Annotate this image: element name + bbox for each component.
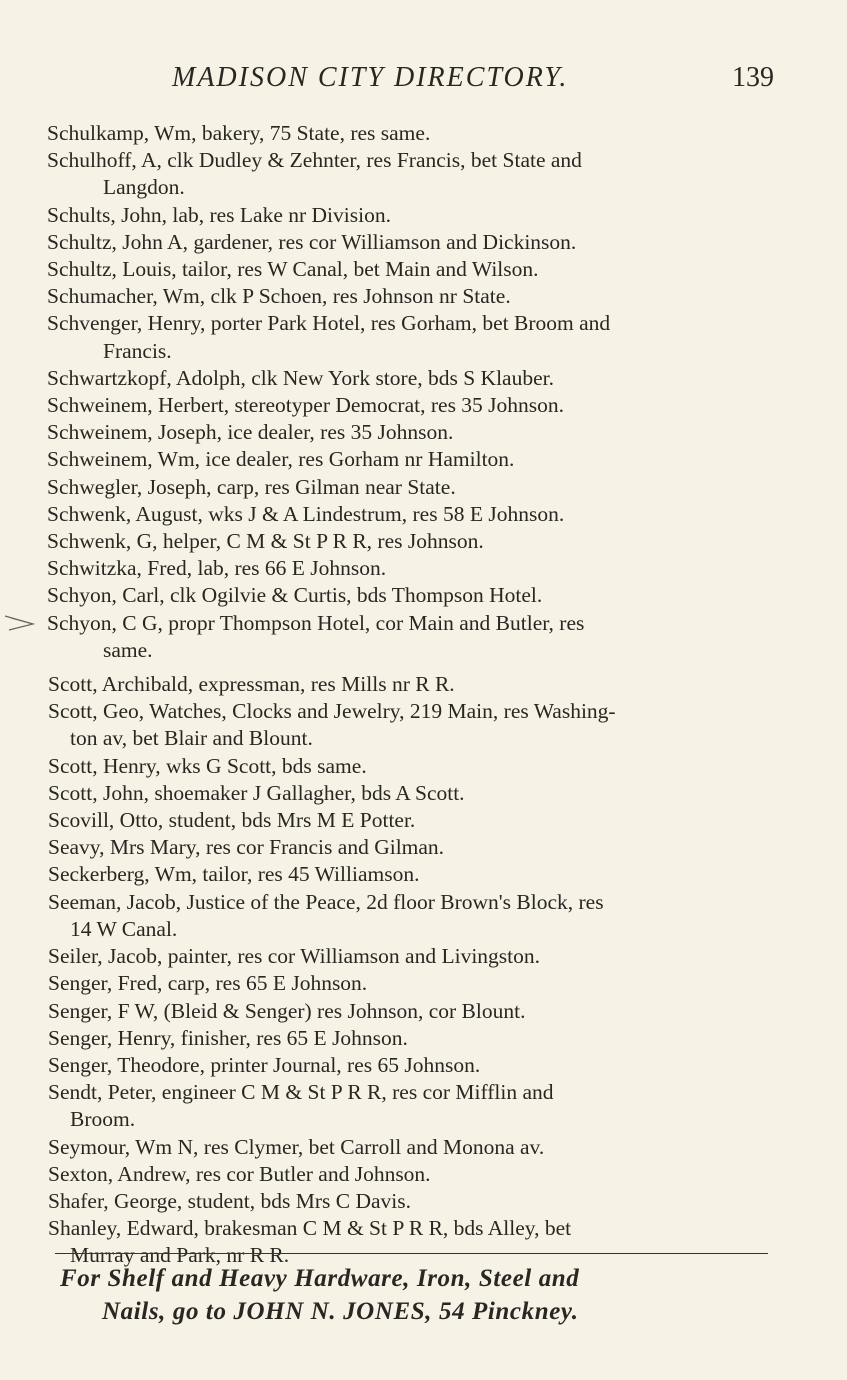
entry-line-1: Schwenk, August, wks J & A Lindestrum, res 58 E Johnson. — [47, 501, 565, 526]
directory-entry — [0, 998, 847, 1025]
directory-entry — [0, 807, 847, 834]
entries-group-s-c-h — [0, 120, 847, 664]
page-number: 139 — [732, 62, 774, 93]
directory-entry — [0, 970, 847, 997]
entry-line-1: Sendt, Peter, engineer C M & St P R R, res cor Mifflin and — [48, 1080, 554, 1105]
entry-line-1: Senger, Theodore, printer Journal, res 65 Johnson. — [48, 1052, 481, 1077]
advertisement-line-2: Nails, go to JOHN N. JONES, 54 Pinckney. — [102, 1298, 579, 1325]
entry-line-1: Schults, John, lab, res Lake nr Division. — [47, 202, 391, 227]
entry-line-2: Broom. — [70, 1107, 136, 1132]
entry-line-1: Senger, F W, (Bleid & Senger) res Johnson, cor Blount. — [48, 998, 526, 1023]
directory-entry — [0, 256, 847, 283]
group-spacer — [0, 664, 847, 671]
directory-entry — [0, 555, 847, 582]
entry-line-2: ton av, bet Blair and Blount. — [70, 726, 313, 751]
entry-line-1: Senger, Fred, carp, res 65 E Johnson. — [48, 971, 368, 996]
entry-line-1: Schulkamp, Wm, bakery, 75 State, res same. — [47, 121, 431, 145]
entry-line-1: Schweinem, Herbert, stereotyper Democrat, res 35 Johnson. — [47, 393, 565, 418]
entry-line-1: Scott, Archibald, expressman, res Mills nr R R. — [48, 672, 455, 697]
running-head — [0, 62, 847, 96]
directory-entry — [0, 1188, 847, 1215]
directory-entries — [0, 120, 847, 1270]
directory-entry — [0, 753, 847, 780]
entry-line-1: Schultz, Louis, tailor, res W Canal, bet Main and Wilson. — [47, 257, 539, 282]
entry-line-1: Schyon, Carl, clk Ogilvie & Curtis, bds Thompson Hotel. — [47, 583, 543, 608]
directory-entry — [0, 1079, 847, 1133]
entry-line-2: Francis. — [103, 338, 172, 363]
entry-line-1: Sexton, Andrew, res cor Butler and Johnson. — [48, 1161, 431, 1186]
entry-line-1: Schweinem, Wm, ice dealer, res Gorham nr Hamilton. — [47, 447, 515, 472]
entry-line-1: Scovill, Otto, student, bds Mrs M E Potter. — [48, 808, 416, 833]
directory-entry — [0, 671, 847, 698]
entry-line-1: Schvenger, Henry, porter Park Hotel, res Gorham, bet Broom and — [47, 311, 611, 336]
directory-entry — [0, 1134, 847, 1161]
directory-entry — [0, 780, 847, 807]
entry-line-1: Schwitzka, Fred, lab, res 66 E Johnson. — [47, 556, 387, 581]
directory-entry — [0, 889, 847, 943]
advertisement-line-1: For Shelf and Heavy Hardware, Iron, Steel and — [60, 1265, 580, 1292]
directory-entry — [0, 446, 847, 473]
entry-line-1: Scott, Henry, wks G Scott, bds same. — [48, 753, 367, 778]
directory-entry — [0, 528, 847, 555]
entry-line-2: same. — [103, 637, 153, 662]
directory-entry — [0, 501, 847, 528]
entry-line-1: Schumacher, Wm, clk P Schoen, res Johnson nr State. — [47, 284, 511, 309]
entry-line-1: Schweinem, Joseph, ice dealer, res 35 Johnson. — [47, 420, 454, 445]
entry-line-1: Schwartzkopf, Adolph, clk New York store, bds S Klauber. — [47, 365, 554, 390]
directory-title: MADISON CITY DIRECTORY. — [172, 62, 569, 93]
directory-entry — [0, 834, 847, 861]
directory-entry — [0, 943, 847, 970]
directory-entry — [0, 1161, 847, 1188]
directory-entry — [0, 120, 847, 147]
entry-line-1: Scott, John, shoemaker J Gallagher, bds A Scott. — [48, 780, 465, 805]
directory-entry — [0, 310, 847, 364]
entry-line-1: Shanley, Edward, brakesman C M & St P R R, bds Alley, bet — [48, 1216, 572, 1241]
directory-entry — [0, 582, 847, 609]
directory-entry — [0, 610, 847, 664]
entry-line-1: Seiler, Jacob, painter, res cor Williamson and Livingston. — [48, 944, 541, 969]
footer-rule — [55, 1253, 768, 1254]
entry-line-1: Shafer, George, student, bds Mrs C Davis. — [48, 1188, 412, 1213]
entry-line-2: Murray and Park, nr R R. — [70, 1243, 290, 1268]
directory-entry — [0, 229, 847, 256]
entry-line-1: Senger, Henry, finisher, res 65 E Johnson. — [48, 1025, 408, 1050]
directory-entry — [0, 1025, 847, 1052]
directory-entry — [0, 474, 847, 501]
directory-entry — [0, 147, 847, 201]
entry-line-1: Seavy, Mrs Mary, res cor Francis and Gilman. — [48, 835, 445, 860]
entry-line-1: Seeman, Jacob, Justice of the Peace, 2d floor Brown's Block, res — [48, 889, 604, 914]
entry-line-1: Seckerberg, Wm, tailor, res 45 Williamson. — [48, 862, 420, 887]
directory-entry — [0, 698, 847, 752]
entry-line-1: Seymour, Wm N, res Clymer, bet Carroll and Monona av. — [48, 1134, 545, 1159]
directory-entry — [0, 392, 847, 419]
directory-entry — [0, 419, 847, 446]
directory-entry — [0, 283, 847, 310]
entry-line-2: Langdon. — [103, 175, 185, 200]
directory-entry — [0, 861, 847, 888]
entry-line-1: Schulhoff, A, clk Dudley & Zehnter, res Francis, bet State and — [47, 148, 582, 173]
entry-line-1: Schwegler, Joseph, carp, res Gilman near State. — [47, 474, 456, 499]
entry-line-2: 14 W Canal. — [70, 916, 178, 941]
entry-line-1: Schultz, John A, gardener, res cor Williamson and Dickinson. — [47, 229, 577, 254]
entry-line-1: Schyon, C G, propr Thompson Hotel, cor Main and Butler, res — [47, 610, 585, 635]
entries-group-s-c-e — [0, 671, 847, 1269]
directory-entry — [0, 202, 847, 229]
entry-line-1: Scott, Geo, Watches, Clocks and Jewelry, 219 Main, res Washing- — [48, 699, 616, 724]
entry-line-1: Schwenk, G, helper, C M & St P R R, res Johnson. — [47, 529, 484, 554]
directory-entry — [0, 1052, 847, 1079]
directory-entry — [0, 365, 847, 392]
